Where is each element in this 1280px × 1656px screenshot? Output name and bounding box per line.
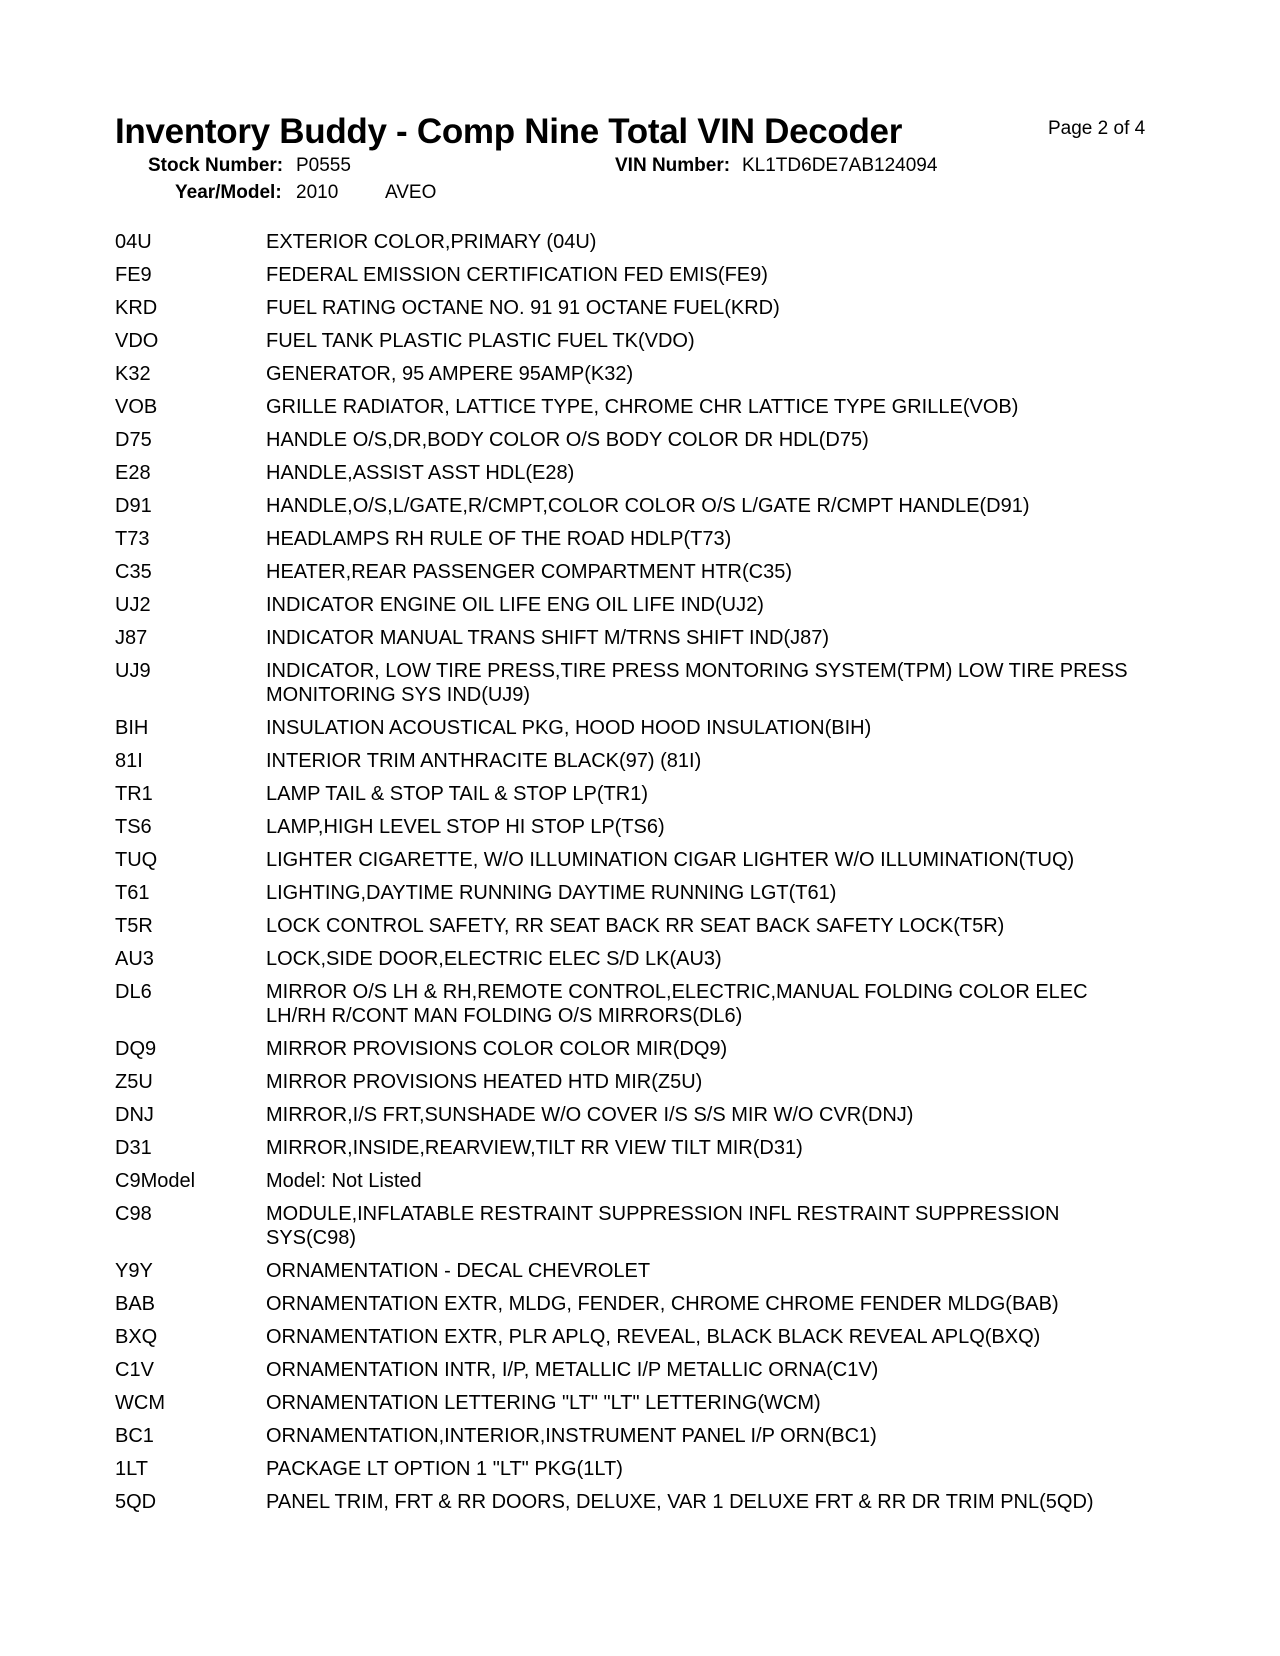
option-description: PACKAGE LT OPTION 1 "LT" PKG(1LT): [266, 1458, 623, 1480]
option-code: DNJ: [115, 1104, 154, 1126]
option-code: KRD: [115, 297, 158, 319]
option-row: [115, 395, 1245, 419]
option-description: LIGHTER CIGARETTE, W/O ILLUMINATION CIGAR LIGHTER W/O ILLUMINATION(TUQ): [266, 849, 1075, 871]
option-code: C9Model: [115, 1170, 196, 1192]
option-description: ORNAMENTATION LETTERING "LT" "LT" LETTERING(WCM): [266, 1392, 821, 1414]
option-row: [115, 947, 1245, 971]
option-row: [115, 560, 1245, 584]
option-row: [115, 881, 1245, 905]
option-row: [115, 461, 1245, 485]
option-description: GENERATOR, 95 AMPERE 95AMP(K32): [266, 363, 634, 385]
option-code: C98: [115, 1203, 152, 1225]
option-row: [115, 362, 1245, 386]
option-code: 04U: [115, 231, 152, 253]
option-row: [115, 1037, 1245, 1061]
option-row: [115, 1457, 1245, 1481]
option-code: VOB: [115, 396, 158, 418]
option-row: [115, 626, 1245, 650]
option-row: [115, 1325, 1245, 1349]
option-description: FEDERAL EMISSION CERTIFICATION FED EMIS(FE9): [266, 264, 768, 286]
option-description: INDICATOR MANUAL TRANS SHIFT M/TRNS SHIFT IND(J87): [266, 627, 830, 649]
option-code: E28: [115, 462, 151, 484]
option-row: [115, 1259, 1245, 1283]
option-row: [115, 494, 1245, 518]
option-code: J87: [115, 627, 148, 649]
option-description: MIRROR PROVISIONS HEATED HTD MIR(Z5U): [266, 1071, 703, 1093]
option-description: GRILLE RADIATOR, LATTICE TYPE, CHROME CHR LATTICE TYPE GRILLE(VOB): [266, 396, 1019, 418]
option-code: Z5U: [115, 1071, 153, 1093]
option-description: HEATER,REAR PASSENGER COMPARTMENT HTR(C35): [266, 561, 792, 583]
options-list: [115, 230, 1245, 1523]
option-code: AU3: [115, 948, 154, 970]
option-code: DQ9: [115, 1038, 157, 1060]
option-code: BAB: [115, 1293, 156, 1315]
option-code: FE9: [115, 264, 152, 286]
option-row: [115, 1358, 1245, 1382]
option-code: D91: [115, 495, 152, 517]
option-row: [115, 1070, 1245, 1094]
stock-number-label: Stock Number:: [148, 155, 284, 176]
option-description: MODULE,INFLATABLE RESTRAINT SUPPRESSION INFL RESTRAINT SUPPRESSION SYS(C98): [266, 1203, 1060, 1249]
option-description: INTERIOR TRIM ANTHRACITE BLACK(97) (81I): [266, 750, 702, 772]
option-description: FUEL RATING OCTANE NO. 91 91 OCTANE FUEL(KRD): [266, 297, 780, 319]
option-code: TS6: [115, 816, 152, 838]
option-code: T61: [115, 882, 150, 904]
option-description: LAMP,HIGH LEVEL STOP HI STOP LP(TS6): [266, 816, 665, 838]
vin-number-label: VIN Number:: [615, 155, 731, 176]
option-code: UJ2: [115, 594, 151, 616]
option-description: ORNAMENTATION INTR, I/P, METALLIC I/P METALLIC ORNA(C1V): [266, 1359, 879, 1381]
page-title: Inventory Buddy - Comp Nine Total VIN Decoder: [115, 112, 903, 151]
option-code: BXQ: [115, 1326, 158, 1348]
option-code: C35: [115, 561, 152, 583]
option-description: ORNAMENTATION - DECAL CHEVROLET: [266, 1260, 651, 1282]
option-description: Model: Not Listed: [266, 1170, 422, 1192]
option-row: [115, 296, 1245, 320]
option-code: D31: [115, 1137, 152, 1159]
option-description: MIRROR,I/S FRT,SUNSHADE W/O COVER I/S S/S MIR W/O CVR(DNJ): [266, 1104, 914, 1126]
option-row: [115, 329, 1245, 353]
option-code: 1LT: [115, 1458, 148, 1480]
option-code: Y9Y: [115, 1260, 153, 1282]
stock-number-value: P0555: [296, 155, 351, 176]
option-code: DL6: [115, 981, 152, 1003]
option-row: [115, 1103, 1245, 1127]
option-description: PANEL TRIM, FRT & RR DOORS, DELUXE, VAR 1 DELUXE FRT & RR DR TRIM PNL(5QD): [266, 1491, 1094, 1513]
option-row: [115, 1202, 1245, 1250]
vin-number-value: KL1TD6DE7AB124094: [742, 155, 938, 176]
option-row: [115, 428, 1245, 452]
option-row: [115, 848, 1245, 872]
option-description: LOCK,SIDE DOOR,ELECTRIC ELEC S/D LK(AU3): [266, 948, 722, 970]
option-row: [115, 1136, 1245, 1160]
page-number: Page 2 of 4: [1048, 118, 1146, 139]
option-row: [115, 716, 1245, 740]
option-description: HANDLE O/S,DR,BODY COLOR O/S BODY COLOR DR HDL(D75): [266, 429, 869, 451]
option-code: T5R: [115, 915, 153, 937]
option-row: [115, 593, 1245, 617]
option-description: ORNAMENTATION EXTR, PLR APLQ, REVEAL, BLACK BLACK REVEAL APLQ(BXQ): [266, 1326, 1041, 1348]
option-code: BC1: [115, 1425, 154, 1447]
option-code: VDO: [115, 330, 159, 352]
option-row: [115, 914, 1245, 938]
option-description: LIGHTING,DAYTIME RUNNING DAYTIME RUNNING LGT(T61): [266, 882, 837, 904]
option-description: EXTERIOR COLOR,PRIMARY (04U): [266, 231, 597, 253]
option-description: LOCK CONTROL SAFETY, RR SEAT BACK RR SEAT BACK SAFETY LOCK(T5R): [266, 915, 1005, 937]
option-code: 81I: [115, 750, 143, 772]
option-row: [115, 527, 1245, 551]
option-description: LAMP TAIL & STOP TAIL & STOP LP(TR1): [266, 783, 649, 805]
option-row: [115, 980, 1245, 1028]
option-description: FUEL TANK PLASTIC PLASTIC FUEL TK(VDO): [266, 330, 695, 352]
option-row: [115, 263, 1245, 287]
model-value: AVEO: [385, 182, 437, 203]
option-code: UJ9: [115, 660, 151, 682]
option-row: [115, 749, 1245, 773]
option-code: WCM: [115, 1392, 165, 1414]
option-description: MIRROR,INSIDE,REARVIEW,TILT RR VIEW TILT MIR(D31): [266, 1137, 803, 1159]
option-code: K32: [115, 363, 151, 385]
option-row: [115, 782, 1245, 806]
option-row: [115, 230, 1245, 254]
option-code: TUQ: [115, 849, 158, 871]
option-description: INDICATOR ENGINE OIL LIFE ENG OIL LIFE IND(UJ2): [266, 594, 764, 616]
option-code: C1V: [115, 1359, 154, 1381]
option-description: INDICATOR, LOW TIRE PRESS,TIRE PRESS MONTORING SYSTEM(TPM) LOW TIRE PRESS MONITORING SYS IND(UJ9): [266, 660, 1128, 706]
option-row: [115, 1391, 1245, 1415]
option-code: T73: [115, 528, 150, 550]
option-description: HANDLE,O/S,L/GATE,R/CMPT,COLOR COLOR O/S L/GATE R/CMPT HANDLE(D91): [266, 495, 1030, 517]
option-description: INSULATION ACOUSTICAL PKG, HOOD HOOD INSULATION(BIH): [266, 717, 872, 739]
option-description: HEADLAMPS RH RULE OF THE ROAD HDLP(T73): [266, 528, 732, 550]
option-code: BIH: [115, 717, 149, 739]
option-description: ORNAMENTATION EXTR, MLDG, FENDER, CHROME CHROME FENDER MLDG(BAB): [266, 1293, 1059, 1315]
option-code: TR1: [115, 783, 153, 805]
option-description: ORNAMENTATION,INTERIOR,INSTRUMENT PANEL I/P ORN(BC1): [266, 1425, 877, 1447]
year-value: 2010: [296, 182, 339, 203]
option-description: HANDLE,ASSIST ASST HDL(E28): [266, 462, 575, 484]
option-row: [115, 815, 1245, 839]
option-code: D75: [115, 429, 152, 451]
option-description: MIRROR O/S LH & RH,REMOTE CONTROL,ELECTRIC,MANUAL FOLDING COLOR ELEC LH/RH R/CONT MAN FOLDING O/S MIRRORS(DL6): [266, 981, 1088, 1027]
option-row: [115, 1424, 1245, 1448]
option-row: [115, 659, 1245, 707]
option-row: [115, 1292, 1245, 1316]
option-code: 5QD: [115, 1491, 157, 1513]
option-description: MIRROR PROVISIONS COLOR COLOR MIR(DQ9): [266, 1038, 728, 1060]
option-row: [115, 1169, 1245, 1193]
year-model-label: Year/Model:: [175, 182, 282, 203]
option-row: [115, 1490, 1245, 1514]
